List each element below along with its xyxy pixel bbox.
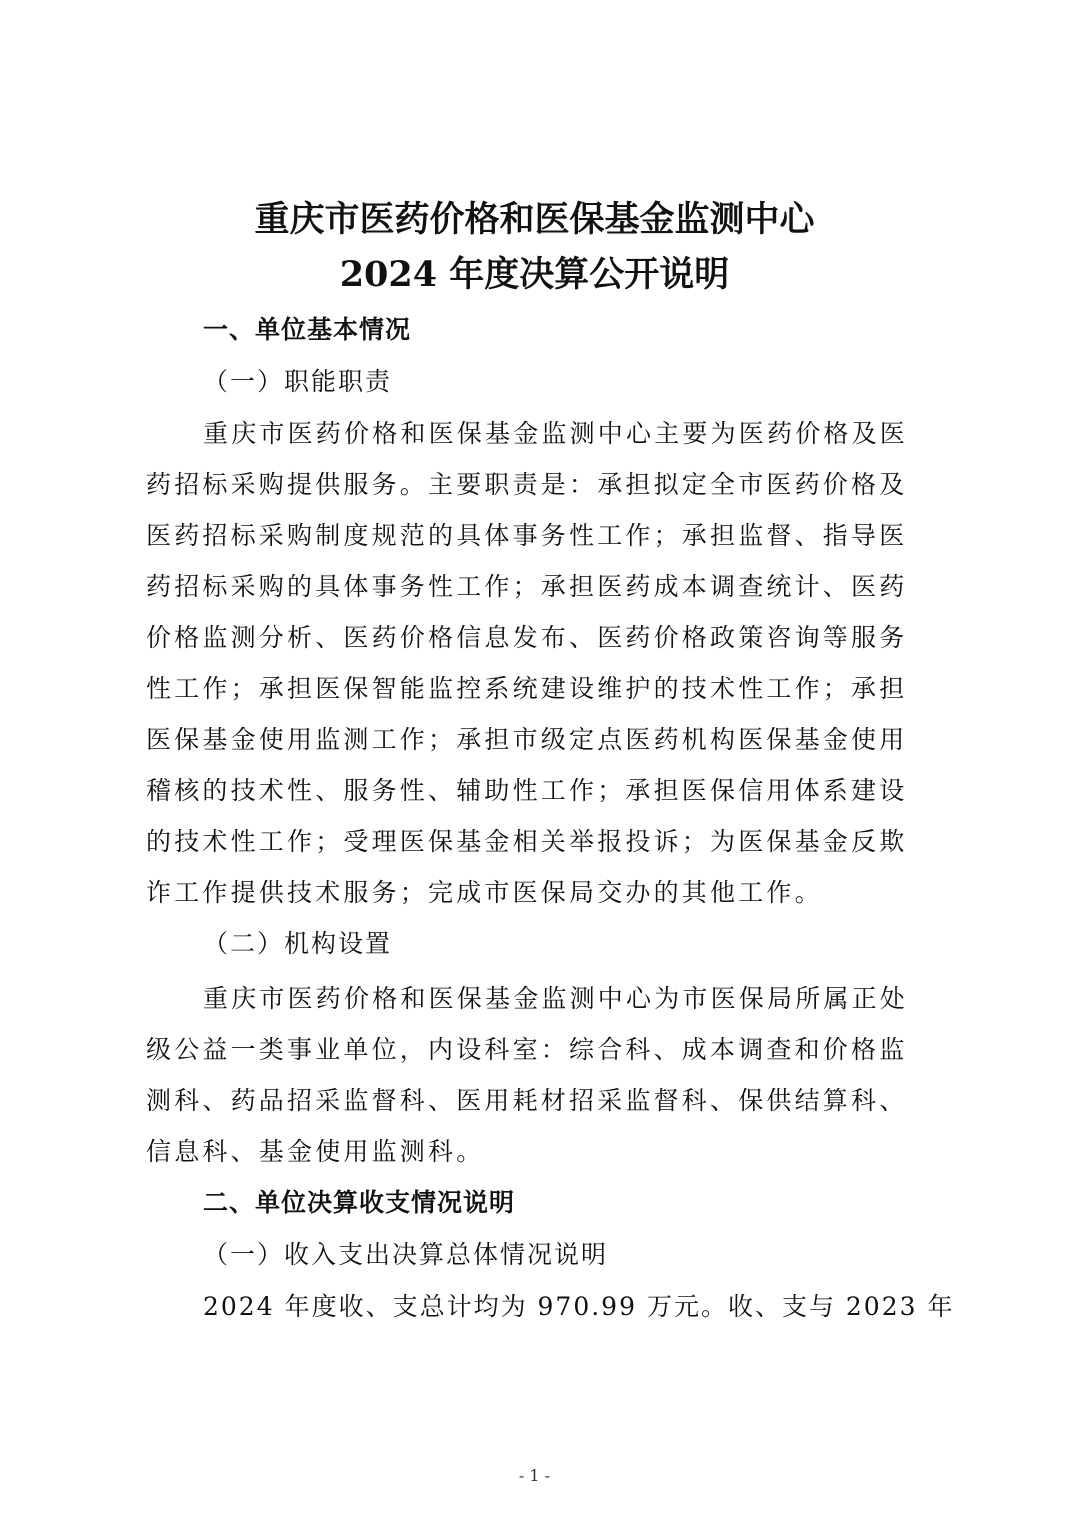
page-number: - 1 - xyxy=(518,1466,551,1485)
paragraph-line: 性工作；承担医保智能监控系统建设维护的技术性工作；承担 xyxy=(146,674,908,703)
paragraph-line: 重庆市医药价格和医保基金监测中心为市医保局所属正处 xyxy=(203,984,909,1013)
document-title-line-2: 2024 年度决算公开说明 xyxy=(339,254,730,295)
section-1-heading: 一、单位基本情况 xyxy=(203,315,412,344)
paragraph-line: 价格监测分析、医药价格信息发布、医药价格政策咨询等服务 xyxy=(146,623,908,652)
document-title-line-1: 重庆市医药价格和医保基金监测中心 xyxy=(254,199,815,240)
paragraph-line: 信息科、基金使用监测科。 xyxy=(146,1137,485,1166)
paragraph-line: 药招标采购的具体事务性工作；承担医药成本调查统计、医药 xyxy=(146,572,908,601)
paragraph-line: 测科、药品招采监督科、医用耗材招采监督科、保供结算科、 xyxy=(146,1086,908,1115)
section-1-sub-2-heading: （二）机构设置 xyxy=(203,929,393,958)
paragraph-line: 稽核的技术性、服务性、辅助性工作；承担医保信用体系建设 xyxy=(146,776,908,805)
section-2-heading: 二、单位决算收支情况说明 xyxy=(203,1188,516,1217)
paragraph-line: 级公益一类事业单位，内设科室：综合科、成本调查和价格监 xyxy=(146,1035,908,1064)
paragraph-line: 2024 年度收、支总计均为 970.99 万元。收、支与 2023 年 xyxy=(203,1292,955,1321)
paragraph-line: 医保基金使用监测工作；承担市级定点医药机构医保基金使用 xyxy=(146,725,908,754)
paragraph-line: 的技术性工作；受理医保基金相关举报投诉；为医保基金反欺 xyxy=(146,827,908,856)
section-2-sub-1-heading: （一）收入支出决算总体情况说明 xyxy=(203,1240,609,1269)
paragraph-line: 诈工作提供技术服务；完成市医保局交办的其他工作。 xyxy=(146,878,823,907)
paragraph-line: 重庆市医药价格和医保基金监测中心主要为医药价格及医 xyxy=(203,419,909,448)
paragraph-line: 医药招标采购制度规范的具体事务性工作；承担监督、指导医 xyxy=(146,521,908,550)
section-1-sub-1-heading: （一）职能职责 xyxy=(203,367,393,396)
paragraph-line: 药招标采购提供服务。主要职责是：承担拟定全市医药价格及 xyxy=(146,470,908,499)
